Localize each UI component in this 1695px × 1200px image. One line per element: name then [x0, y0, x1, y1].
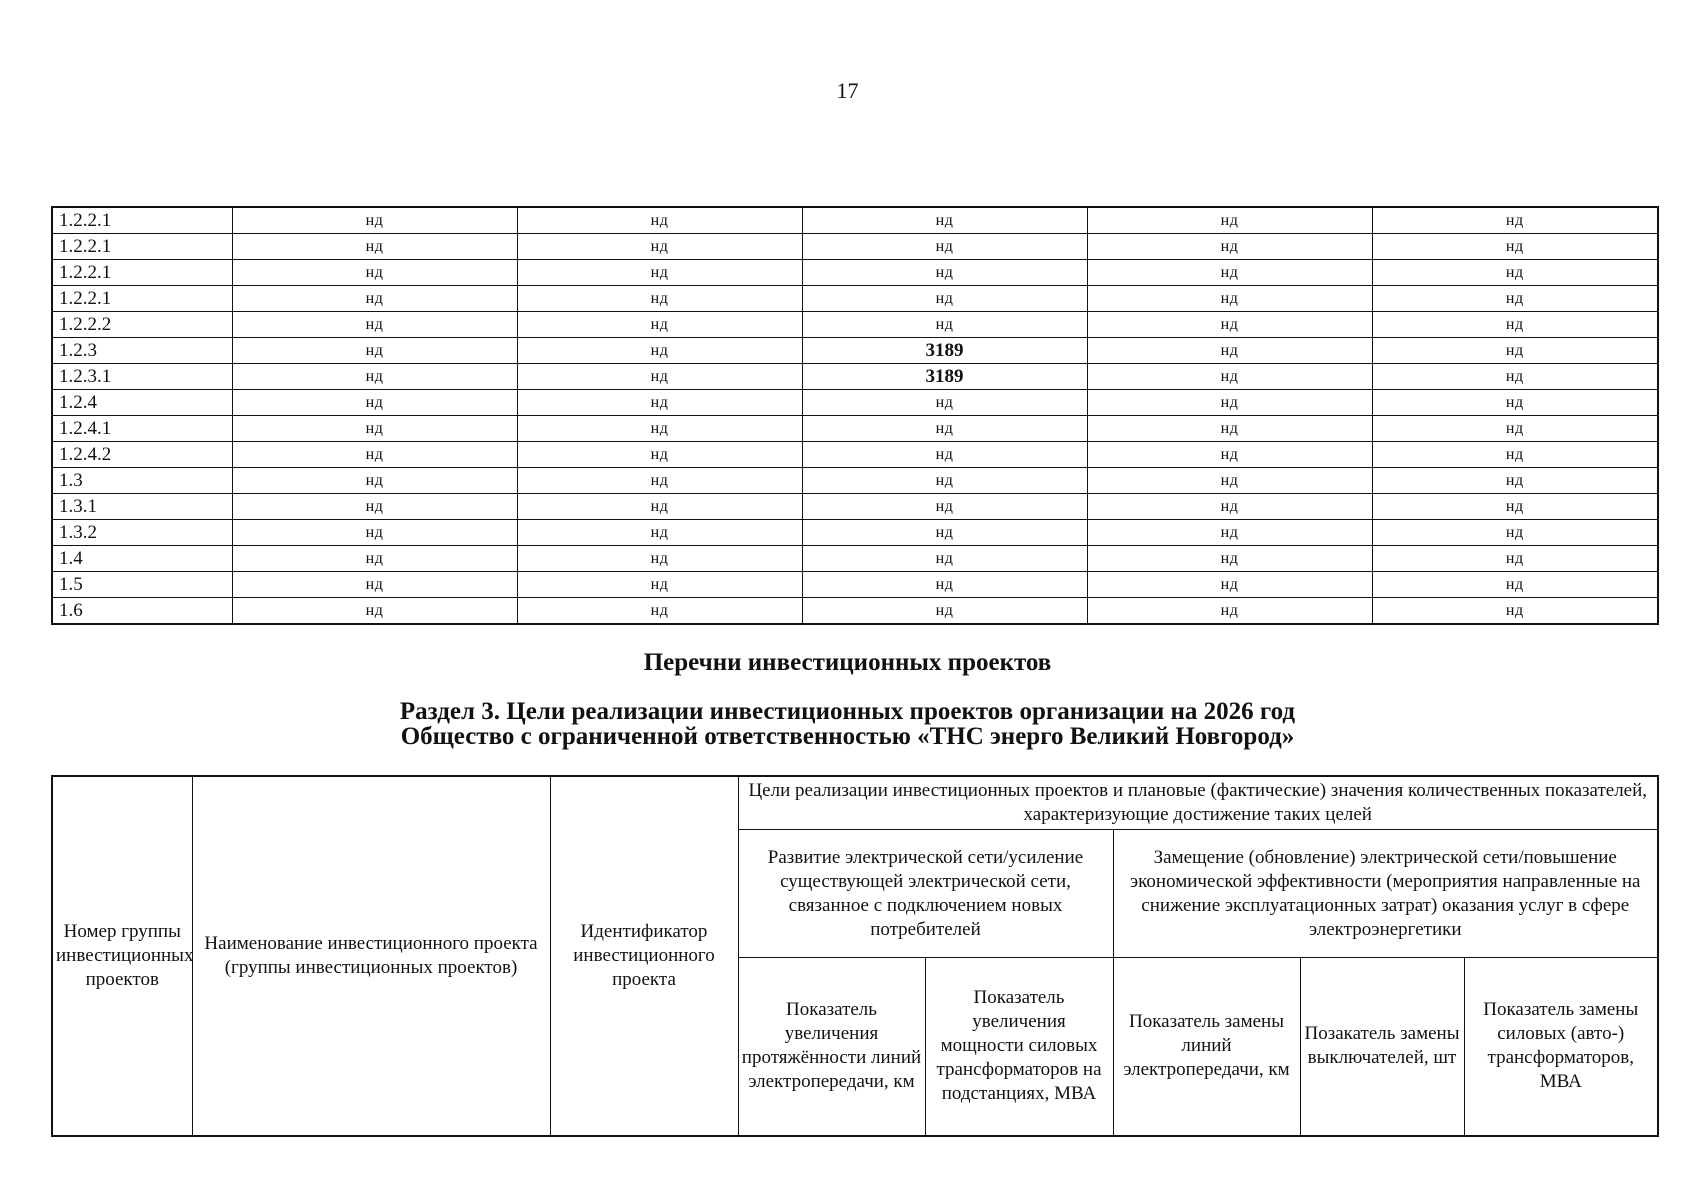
goals-header: Цели реализации инвестиционных проектов и плановые (фактические) значения количественных показателей, характеризующие достижение таких целей [738, 776, 1658, 830]
value-cell: нд [517, 572, 802, 598]
value-cell: нд [802, 442, 1087, 468]
lists-title: Перечни инвестиционных проектов [643, 649, 1052, 676]
page-number: 17 [836, 78, 859, 103]
value-cell: нд [1087, 234, 1372, 260]
row-id-cell: 1.3.1 [52, 494, 232, 520]
section-title: Раздел 3. Цели реализации инвестиционных проектов организации на 2026 год [399, 698, 1296, 725]
identifier-header: Идентификатор инвестиционного проекта [550, 776, 738, 1136]
data-table-body [52, 207, 1658, 624]
value-cell: нд [232, 207, 517, 234]
switch-replacement-indicator-header: Позакатель замены выключателей, шт [1300, 958, 1464, 1136]
value-cell: нд [232, 416, 517, 442]
row-id-cell: 1.2.2.2 [52, 312, 232, 338]
value-cell: нд [1087, 207, 1372, 234]
value-cell: нд [232, 442, 517, 468]
value-cell: нд [802, 207, 1087, 234]
table-row [52, 416, 1658, 442]
table-row [52, 207, 1658, 234]
transformer-power-indicator-header: Показатель увеличения мощности силовых трансформаторов на подстанциях, МВА [925, 958, 1113, 1136]
row-id-cell: 1.5 [52, 572, 232, 598]
value-cell: нд [802, 598, 1087, 625]
table-row [52, 468, 1658, 494]
value-cell: нд [802, 416, 1087, 442]
value-cell: нд [1372, 572, 1658, 598]
value-cell: нд [1087, 416, 1372, 442]
value-cell: нд [802, 234, 1087, 260]
value-cell: нд [517, 468, 802, 494]
value-cell: нд [1372, 338, 1658, 364]
value-cell: нд [232, 520, 517, 546]
value-cell: нд [1372, 468, 1658, 494]
replacement-header: Замещение (обновление) электрической сети/повышение экономической эффективности (мероприятия направленные на снижение эксплуатационных затрат) оказания услуг в сфере электроэнергетики [1113, 830, 1658, 958]
value-cell: нд [1372, 494, 1658, 520]
value-cell: нд [1087, 442, 1372, 468]
table-row [52, 338, 1658, 364]
value-cell: нд [1372, 442, 1658, 468]
value-cell: нд [1372, 598, 1658, 625]
row-id-cell: 1.2.4 [52, 390, 232, 416]
value-cell: нд [517, 338, 802, 364]
value-cell: нд [232, 286, 517, 312]
value-cell: нд [517, 390, 802, 416]
value-cell: нд [517, 520, 802, 546]
value-cell: нд [1372, 312, 1658, 338]
row-id-cell: 1.3 [52, 468, 232, 494]
value-cell: нд [1087, 468, 1372, 494]
data-table [51, 206, 1659, 625]
value-cell: нд [1087, 390, 1372, 416]
value-cell: нд [1372, 546, 1658, 572]
value-cell: нд [1087, 572, 1372, 598]
line-length-indicator-header: Показатель увеличения протяжённости линий электропередачи, км [738, 958, 925, 1136]
value-cell: нд [232, 234, 517, 260]
value-cell: нд [517, 598, 802, 625]
value-cell: нд [1372, 260, 1658, 286]
value-cell: нд [802, 390, 1087, 416]
value-cell: нд [517, 494, 802, 520]
row-id-cell: 1.2.2.1 [52, 207, 232, 234]
value-cell: нд [517, 260, 802, 286]
value-cell: нд [232, 390, 517, 416]
row-id-cell: 1.4 [52, 546, 232, 572]
value-cell: нд [517, 286, 802, 312]
table-row [52, 520, 1658, 546]
value-cell: нд [517, 234, 802, 260]
value-cell: нд [802, 312, 1087, 338]
value-cell: нд [232, 338, 517, 364]
value-cell: нд [1087, 546, 1372, 572]
table-row [52, 546, 1658, 572]
value-cell: нд [517, 312, 802, 338]
line-replacement-indicator-header: Показатель замены линий электропередачи, км [1113, 958, 1300, 1136]
table-row [52, 364, 1658, 390]
value-cell: нд [232, 364, 517, 390]
table-row [52, 598, 1658, 625]
project-name-header: Наименование инвестиционного проекта (группы инвестиционных проектов) [192, 776, 550, 1136]
value-cell: нд [1087, 312, 1372, 338]
value-cell: нд [802, 546, 1087, 572]
table-row [52, 442, 1658, 468]
value-cell: нд [1087, 260, 1372, 286]
value-cell: нд [802, 286, 1087, 312]
value-cell: нд [802, 468, 1087, 494]
company-title: Общество с ограниченной ответственностью «ТНС энерго Великий Новгород» [400, 723, 1295, 750]
row-id-cell: 1.2.3 [52, 338, 232, 364]
table-row [52, 572, 1658, 598]
value-cell: 3189 [802, 364, 1087, 390]
autotransformer-replacement-indicator-header: Показатель замены силовых (авто-) трансформаторов, МВА [1464, 958, 1658, 1136]
row-id-cell: 1.2.2.1 [52, 286, 232, 312]
value-cell: нд [517, 416, 802, 442]
row-id-cell: 1.3.2 [52, 520, 232, 546]
value-cell: нд [802, 520, 1087, 546]
row-id-cell: 1.2.2.1 [52, 234, 232, 260]
value-cell: нд [1372, 520, 1658, 546]
value-cell: нд [232, 598, 517, 625]
section-title-block [0, 699, 1695, 749]
value-cell: нд [232, 546, 517, 572]
value-cell: нд [1087, 286, 1372, 312]
value-cell: нд [1372, 207, 1658, 234]
value-cell: нд [517, 207, 802, 234]
value-cell: нд [517, 442, 802, 468]
value-cell: нд [1087, 338, 1372, 364]
value-cell: нд [1372, 234, 1658, 260]
value-cell: нд [1372, 364, 1658, 390]
value-cell: нд [1087, 520, 1372, 546]
value-cell: нд [232, 312, 517, 338]
value-cell: нд [1372, 416, 1658, 442]
value-cell: нд [232, 572, 517, 598]
row-id-cell: 1.2.4.1 [52, 416, 232, 442]
row-id-cell: 1.2.3.1 [52, 364, 232, 390]
row-id-cell: 1.2.4.2 [52, 442, 232, 468]
value-cell: нд [1087, 598, 1372, 625]
value-cell: нд [517, 364, 802, 390]
value-cell: нд [802, 494, 1087, 520]
value-cell: нд [517, 546, 802, 572]
value-cell: нд [1372, 390, 1658, 416]
header-table [51, 775, 1659, 1137]
table-row [52, 286, 1658, 312]
row-id-cell: 1.2.2.1 [52, 260, 232, 286]
development-header: Развитие электрической сети/усиление существующей электрической сети, связанное с подключением новых потребителей [738, 830, 1113, 958]
table-row [52, 312, 1658, 338]
value-cell: нд [232, 260, 517, 286]
value-cell: нд [802, 260, 1087, 286]
value-cell: нд [232, 468, 517, 494]
value-cell: нд [232, 494, 517, 520]
table-row [52, 234, 1658, 260]
table-row [52, 494, 1658, 520]
value-cell: нд [1087, 364, 1372, 390]
row-id-cell: 1.6 [52, 598, 232, 625]
value-cell: нд [1372, 286, 1658, 312]
value-cell: 3189 [802, 338, 1087, 364]
group-number-header: Номер группы инвестиционных проектов [52, 776, 192, 1136]
value-cell: нд [1087, 494, 1372, 520]
value-cell: нд [802, 572, 1087, 598]
table-row [52, 260, 1658, 286]
table-row [52, 390, 1658, 416]
